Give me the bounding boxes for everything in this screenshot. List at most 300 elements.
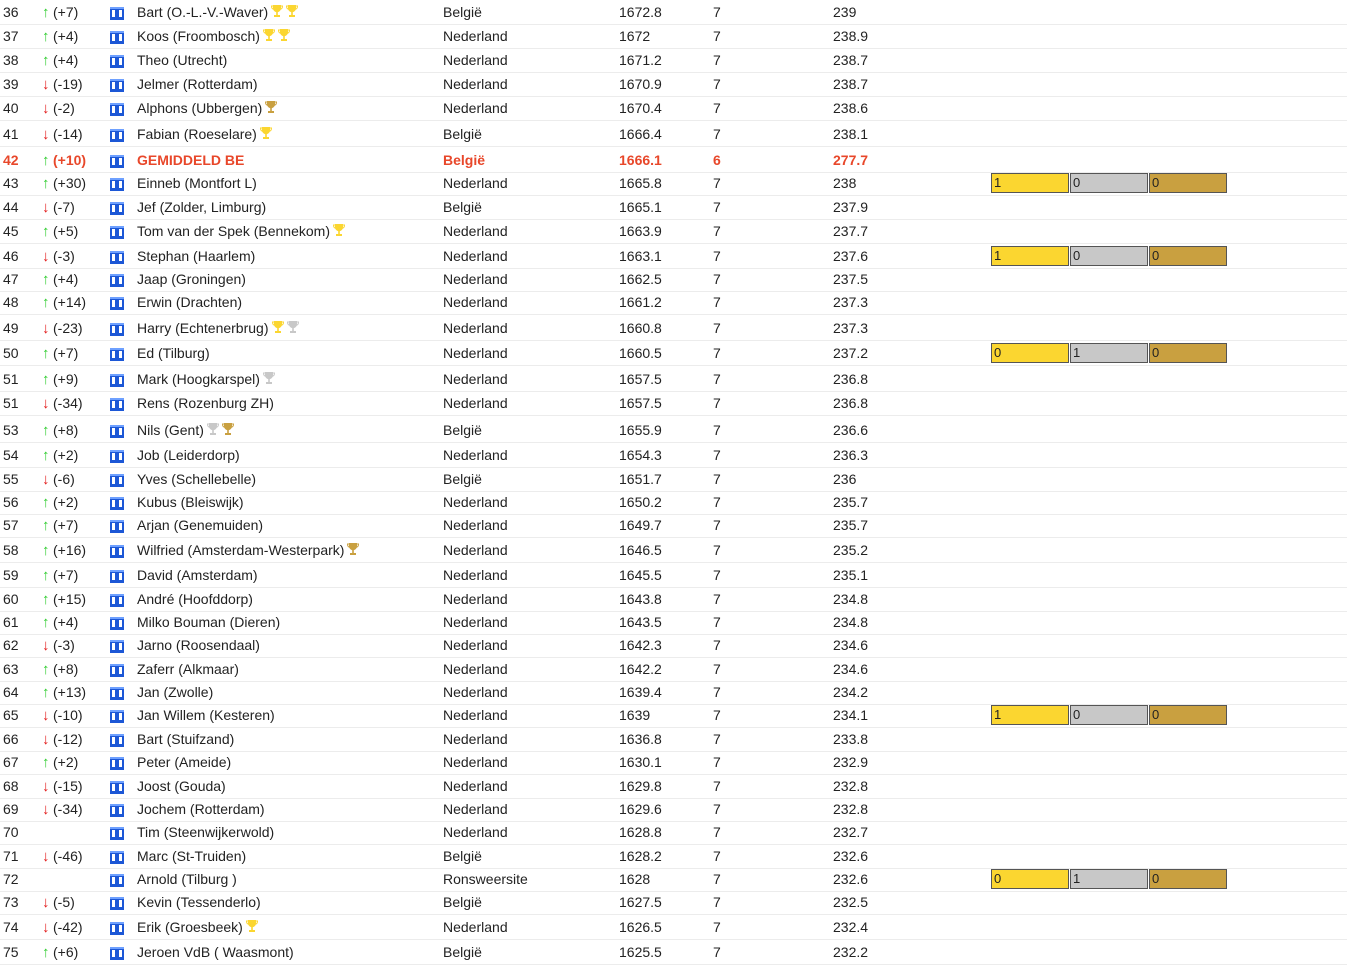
country-cell: België	[443, 152, 486, 168]
player-name: Erik (Groesbeek)	[137, 919, 243, 935]
rank-cell: 40	[3, 100, 19, 116]
flag-icon[interactable]	[110, 55, 124, 68]
rank-change-value: (+4)	[53, 271, 79, 287]
flag-icon[interactable]	[110, 851, 124, 864]
table-row	[0, 940, 1347, 965]
average-cell: 235.7	[833, 517, 869, 533]
bronze-trophy-icon	[265, 100, 277, 117]
rank-cell: 51	[3, 395, 19, 411]
rank-change	[42, 567, 78, 584]
rank-cell: 39	[3, 76, 19, 92]
rank-change	[42, 894, 75, 911]
average-cell: 234.8	[833, 614, 869, 630]
flag-icon[interactable]	[110, 734, 124, 747]
country-cell: Nederland	[443, 294, 508, 310]
gold-medal-count: 1	[991, 705, 1069, 725]
games-cell: 7	[713, 52, 721, 68]
player-name-cell	[137, 801, 265, 817]
average-cell: 234.2	[833, 684, 869, 700]
player-name-cell	[137, 661, 239, 677]
games-cell: 7	[713, 76, 721, 92]
flag-icon[interactable]	[110, 757, 124, 770]
flag-icon[interactable]	[110, 348, 124, 361]
arrow-up-icon: ↑	[42, 754, 50, 771]
rank-change-value: (+4)	[53, 52, 79, 68]
country-cell: Nederland	[443, 778, 508, 794]
arrow-down-icon: ↓	[42, 395, 50, 412]
table-row	[0, 418, 1347, 443]
country-cell: Nederland	[443, 754, 508, 770]
flag-icon[interactable]	[110, 129, 124, 142]
games-cell: 7	[713, 848, 721, 864]
flag-icon[interactable]	[110, 202, 124, 215]
score-cell: 1651.7	[619, 471, 662, 487]
arrow-down-icon: ↓	[42, 848, 50, 865]
average-cell: 236	[833, 471, 857, 487]
arrow-down-icon: ↓	[42, 707, 50, 724]
flag-icon[interactable]	[110, 594, 124, 607]
rank-cell: 64	[3, 684, 19, 700]
table-row	[0, 122, 1347, 147]
rank-change-value: (-46)	[53, 848, 83, 864]
flag-icon[interactable]	[110, 103, 124, 116]
arrow-up-icon: ↑	[42, 517, 50, 534]
rank-change	[42, 152, 86, 169]
arrow-up-icon: ↑	[42, 567, 50, 584]
flag-icon[interactable]	[110, 947, 124, 960]
player-name: Jan Willem (Kesteren)	[137, 707, 275, 723]
player-name-cell	[137, 614, 280, 630]
player-name: Joost (Gouda)	[137, 778, 226, 794]
games-cell: 7	[713, 661, 721, 677]
average-cell: 234.1	[833, 707, 869, 723]
average-cell: 238.6	[833, 100, 869, 116]
rank-cell: 59	[3, 567, 19, 583]
rank-cell: 74	[3, 919, 19, 935]
arrow-down-icon: ↓	[42, 919, 50, 936]
rank-cell: 66	[3, 731, 19, 747]
score-cell: 1629.6	[619, 801, 662, 817]
country-cell: Nederland	[443, 684, 508, 700]
rank-cell: 72	[3, 871, 19, 887]
medal-counts	[991, 869, 1227, 889]
rank-change	[42, 126, 83, 143]
flag-icon[interactable]	[110, 450, 124, 463]
bronze-trophy-icon	[347, 542, 359, 559]
games-cell: 7	[713, 684, 721, 700]
table-row	[0, 290, 1347, 315]
table-row	[0, 267, 1347, 292]
rank-change-value: (-3)	[53, 637, 75, 653]
rank-cell: 70	[3, 824, 19, 840]
games-cell: 7	[713, 778, 721, 794]
average-cell: 237.3	[833, 320, 869, 336]
country-cell: Nederland	[443, 637, 508, 653]
rank-change-value: (-7)	[53, 199, 75, 215]
rank-change-value: (+2)	[53, 447, 79, 463]
player-name: Nils (Gent)	[137, 422, 204, 438]
rank-change	[42, 422, 78, 439]
bronze-trophy-icon	[222, 422, 234, 439]
flag-icon[interactable]	[110, 398, 124, 411]
flag-icon[interactable]	[110, 804, 124, 817]
player-name: Alphons (Ubbergen)	[137, 100, 263, 116]
player-name: Fabian (Roeselare)	[137, 126, 257, 142]
rank-change-value: (-15)	[53, 778, 83, 794]
gold-trophy-icon	[333, 223, 345, 240]
gold-medal-count: 1	[991, 246, 1069, 266]
player-name: GEMIDDELD BE	[137, 152, 245, 168]
games-cell: 7	[713, 637, 721, 653]
player-name-cell	[137, 778, 226, 794]
player-name-cell	[137, 294, 242, 310]
gold-trophy-icon	[286, 4, 298, 21]
rank-cell: 61	[3, 614, 19, 630]
player-name: Arnold (Tilburg )	[137, 871, 237, 887]
games-cell: 7	[713, 517, 721, 533]
games-cell: 7	[713, 28, 721, 44]
flag-icon[interactable]	[110, 497, 124, 510]
arrow-up-icon: ↑	[42, 944, 50, 961]
gold-trophy-icon	[260, 126, 272, 143]
games-cell: 7	[713, 320, 721, 336]
games-cell: 7	[713, 371, 721, 387]
rank-cell: 58	[3, 542, 19, 558]
player-name: Arjan (Genemuiden)	[137, 517, 264, 533]
games-cell: 7	[713, 824, 721, 840]
medal-counts	[991, 343, 1227, 363]
country-cell: Nederland	[443, 919, 508, 935]
player-name-cell	[137, 248, 255, 264]
bronze-medal-count: 0	[1149, 343, 1227, 363]
average-cell: 237.5	[833, 271, 869, 287]
average-cell: 237.3	[833, 294, 869, 310]
rank-change	[42, 614, 78, 631]
flag-icon[interactable]	[110, 897, 124, 910]
medal-counts	[991, 246, 1227, 266]
player-name-cell	[137, 175, 257, 191]
games-cell: 7	[713, 494, 721, 510]
score-cell: 1672.8	[619, 4, 662, 20]
rank-change	[42, 223, 78, 240]
average-cell: 232.8	[833, 778, 869, 794]
rank-change	[42, 345, 78, 362]
player-name: Theo (Utrecht)	[137, 52, 228, 68]
rank-cell: 48	[3, 294, 19, 310]
rank-change	[42, 447, 78, 464]
table-row	[0, 703, 1347, 728]
table-row	[0, 48, 1347, 73]
gold-medal-count: 1	[991, 173, 1069, 193]
silver-medal-count: 0	[1070, 705, 1148, 725]
player-name: Mark (Hoogkarspel)	[137, 371, 260, 387]
player-name-cell	[137, 848, 246, 864]
games-cell: 7	[713, 731, 721, 747]
rank-change-value: (+5)	[53, 223, 79, 239]
country-cell: Nederland	[443, 395, 508, 411]
rank-change	[42, 294, 86, 311]
arrow-down-icon: ↓	[42, 248, 50, 265]
score-cell: 1657.5	[619, 395, 662, 411]
rank-change-value: (+4)	[53, 28, 79, 44]
rank-change	[42, 371, 78, 388]
player-name-cell	[137, 824, 274, 840]
average-cell: 237.2	[833, 345, 869, 361]
player-name-cell	[137, 126, 272, 143]
flag-icon[interactable]	[110, 7, 124, 20]
rank-cell: 60	[3, 591, 19, 607]
table-row	[0, 750, 1347, 775]
player-name: Einneb (Montfort L)	[137, 175, 257, 191]
flag-icon[interactable]	[110, 31, 124, 44]
flag-icon[interactable]	[110, 226, 124, 239]
games-cell: 7	[713, 944, 721, 960]
score-cell: 1661.2	[619, 294, 662, 310]
silver-medal-count: 0	[1070, 173, 1148, 193]
table-row	[0, 96, 1347, 121]
average-cell: 232.5	[833, 894, 869, 910]
games-cell: 6	[713, 152, 721, 168]
flag-icon[interactable]	[110, 922, 124, 935]
flag-icon[interactable]	[110, 155, 124, 168]
country-cell: Nederland	[443, 223, 508, 239]
player-name-cell	[137, 567, 258, 583]
flag-icon[interactable]	[110, 425, 124, 438]
flag-icon[interactable]	[110, 874, 124, 887]
rank-change	[42, 76, 83, 93]
arrow-up-icon: ↑	[42, 614, 50, 631]
country-cell: België	[443, 848, 482, 864]
rank-change	[42, 471, 75, 488]
table-row	[0, 367, 1347, 392]
rank-change-value: (+9)	[53, 371, 79, 387]
score-cell: 1671.2	[619, 52, 662, 68]
rank-cell: 47	[3, 271, 19, 287]
average-cell: 239	[833, 4, 857, 20]
player-name: Bart (O.-L.-V.-Waver)	[137, 4, 269, 20]
flag-icon[interactable]	[110, 323, 124, 336]
player-name-cell	[137, 28, 290, 45]
score-cell: 1672	[619, 28, 651, 44]
rank-change	[42, 199, 75, 216]
score-cell: 1629.8	[619, 778, 662, 794]
rank-change-value: (-42)	[53, 919, 83, 935]
games-cell: 7	[713, 199, 721, 215]
rank-change-value: (+2)	[53, 494, 79, 510]
arrow-down-icon: ↓	[42, 637, 50, 654]
country-cell: België	[443, 422, 482, 438]
score-cell: 1657.5	[619, 371, 662, 387]
flag-icon[interactable]	[110, 297, 124, 310]
table-row	[0, 72, 1347, 97]
rank-change-value: (+13)	[53, 684, 87, 700]
rank-change	[42, 517, 78, 534]
silver-trophy-icon	[207, 422, 219, 439]
country-cell: Nederland	[443, 731, 508, 747]
rank-change-value: (+8)	[53, 422, 79, 438]
games-cell: 7	[713, 567, 721, 583]
flag-icon[interactable]	[110, 687, 124, 700]
player-name: Kevin (Tessenderlo)	[137, 894, 261, 910]
rank-cell: 50	[3, 345, 19, 361]
silver-trophy-icon	[287, 320, 299, 337]
arrow-up-icon: ↑	[42, 271, 50, 288]
flag-icon[interactable]	[110, 178, 124, 191]
flag-icon[interactable]	[110, 545, 124, 558]
average-cell: 232.7	[833, 824, 869, 840]
rank-change-value: (+30)	[53, 175, 87, 191]
games-cell: 7	[713, 126, 721, 142]
arrow-down-icon: ↓	[42, 471, 50, 488]
table-row	[0, 195, 1347, 220]
rank-change-value: (+7)	[53, 345, 79, 361]
flag-icon[interactable]	[110, 474, 124, 487]
score-cell: 1625.5	[619, 944, 662, 960]
arrow-up-icon: ↑	[42, 4, 50, 21]
rank-change	[42, 175, 86, 192]
flag-icon[interactable]	[110, 79, 124, 92]
flag-icon[interactable]	[110, 710, 124, 723]
player-name: David (Amsterdam)	[137, 567, 258, 583]
country-cell: Nederland	[443, 52, 508, 68]
flag-icon[interactable]	[110, 570, 124, 583]
rank-change	[42, 707, 83, 724]
player-name: Marc (St-Truiden)	[137, 848, 247, 864]
bronze-medal-count: 0	[1149, 869, 1227, 889]
flag-icon[interactable]	[110, 781, 124, 794]
player-name: Wilfried (Amsterdam-Westerpark)	[137, 542, 345, 558]
score-cell: 1642.3	[619, 637, 662, 653]
player-name: Jelmer (Rotterdam)	[137, 76, 258, 92]
table-row	[0, 563, 1347, 588]
arrow-up-icon: ↑	[42, 371, 50, 388]
flag-icon[interactable]	[110, 274, 124, 287]
player-name: Milko Bouman (Dieren)	[137, 614, 281, 630]
rank-cell: 62	[3, 637, 19, 653]
average-cell: 237.6	[833, 248, 869, 264]
silver-medal-count: 1	[1070, 343, 1148, 363]
games-cell: 7	[713, 471, 721, 487]
rank-change-value: (+4)	[53, 614, 79, 630]
flag-icon[interactable]	[110, 617, 124, 630]
rank-change-value: (+10)	[53, 152, 87, 168]
country-cell: Nederland	[443, 271, 508, 287]
average-cell: 232.9	[833, 754, 869, 770]
score-cell: 1639	[619, 707, 651, 723]
score-cell: 1639.4	[619, 684, 662, 700]
player-name-cell	[137, 76, 258, 92]
games-cell: 7	[713, 175, 721, 191]
rank-change	[42, 100, 75, 117]
player-name: Jeroen VdB ( Waasmont)	[137, 944, 294, 960]
gold-medal-count: 0	[991, 869, 1069, 889]
player-name-cell	[137, 223, 345, 240]
table-row	[0, 490, 1347, 515]
table-row	[0, 915, 1347, 940]
rank-cell: 37	[3, 28, 19, 44]
flag-icon[interactable]	[110, 640, 124, 653]
rank-change-value: (+6)	[53, 944, 79, 960]
flag-icon[interactable]	[110, 827, 124, 840]
games-cell: 7	[713, 294, 721, 310]
player-name-cell	[137, 684, 213, 700]
flag-icon[interactable]	[110, 520, 124, 533]
flag-icon[interactable]	[110, 664, 124, 677]
score-cell: 1663.9	[619, 223, 662, 239]
rank-change	[42, 944, 78, 961]
rank-change	[42, 248, 75, 265]
country-cell: Nederland	[443, 567, 508, 583]
player-name: Yves (Schellebelle)	[137, 471, 257, 487]
country-cell: Nederland	[443, 447, 508, 463]
rank-cell: 41	[3, 126, 19, 142]
player-name-cell	[137, 471, 256, 487]
player-name-cell	[137, 637, 260, 653]
arrow-down-icon: ↓	[42, 801, 50, 818]
games-cell: 7	[713, 248, 721, 264]
arrow-up-icon: ↑	[42, 28, 50, 45]
player-name: Koos (Froombosch)	[137, 28, 260, 44]
gold-trophy-icon	[263, 28, 275, 45]
table-row	[0, 890, 1347, 915]
player-name: Jaap (Groningen)	[137, 271, 246, 287]
average-cell: 232.2	[833, 944, 869, 960]
games-cell: 7	[713, 871, 721, 887]
rank-change	[42, 919, 83, 936]
rank-change-value: (-6)	[53, 471, 75, 487]
bronze-medal-count: 0	[1149, 246, 1227, 266]
score-cell: 1655.9	[619, 422, 662, 438]
arrow-down-icon: ↓	[42, 199, 50, 216]
games-cell: 7	[713, 801, 721, 817]
rank-change-value: (+15)	[53, 591, 87, 607]
country-cell: Nederland	[443, 345, 508, 361]
rank-change	[42, 4, 78, 21]
medal-counts	[991, 705, 1227, 725]
player-name-cell	[137, 919, 258, 936]
table-row	[0, 657, 1347, 682]
flag-icon[interactable]	[110, 374, 124, 387]
average-cell: 235.2	[833, 542, 869, 558]
rank-cell: 49	[3, 320, 19, 336]
player-name-cell	[137, 4, 298, 21]
average-cell: 237.9	[833, 199, 869, 215]
rank-change-value: (-5)	[53, 894, 75, 910]
rank-cell: 46	[3, 248, 19, 264]
rank-change-value: (+14)	[53, 294, 87, 310]
table-row	[0, 727, 1347, 752]
flag-icon[interactable]	[110, 251, 124, 264]
rank-change-value: (-2)	[53, 100, 75, 116]
player-name-cell	[137, 542, 359, 559]
player-name: Peter (Ameide)	[137, 754, 232, 770]
rank-change-value: (-10)	[53, 707, 83, 723]
arrow-down-icon: ↓	[42, 100, 50, 117]
score-cell: 1654.3	[619, 447, 662, 463]
rank-cell: 38	[3, 52, 19, 68]
rank-change	[42, 591, 86, 608]
rank-cell: 45	[3, 223, 19, 239]
table-row	[0, 0, 1347, 25]
average-cell: 238	[833, 175, 857, 191]
rank-change	[42, 271, 78, 288]
country-cell: Nederland	[443, 28, 508, 44]
bronze-medal-count: 0	[1149, 173, 1227, 193]
rank-change	[42, 754, 78, 771]
rank-cell: 65	[3, 707, 19, 723]
country-cell: Nederland	[443, 661, 508, 677]
average-cell: 233.8	[833, 731, 869, 747]
